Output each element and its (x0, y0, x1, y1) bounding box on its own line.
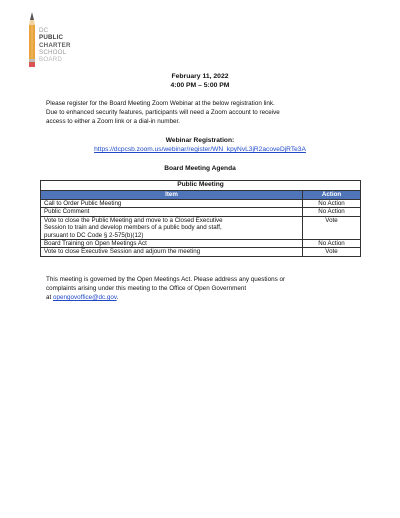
intro-line: Please register for the Board Meeting Zoom Webinar at the below registration link. (46, 100, 275, 107)
table-row (41, 240, 361, 248)
logo-wordmark (39, 27, 95, 63)
agenda-item-text: Public Comment (44, 208, 90, 216)
dc-public-charter-school-board-logo (25, 12, 95, 72)
table-row (41, 208, 361, 216)
intro-line: Due to enhanced security features, participants will need a Zoom account to receive (46, 109, 280, 116)
table-row (41, 216, 361, 239)
agenda-item-text: Board Training on Open Meetings Act (44, 240, 147, 248)
logo-line-board: BOARD (39, 56, 63, 64)
column-header-action: Action (303, 191, 361, 200)
registration-instructions (46, 99, 366, 126)
agenda-item (41, 240, 303, 248)
closing-suffix: . (116, 294, 119, 301)
agenda-item (41, 208, 303, 216)
agenda-item-text: pursuant to DC Code § 2-575(b)(12) (44, 231, 144, 239)
intro-line: access to either a Zoom link or a dial-in number. (46, 118, 181, 125)
closing-line: This meeting is governed by the Open Meetings Act. Please address any questions or (46, 276, 286, 283)
webinar-registration-link[interactable]: https://dcpcsb.zoom.us/webinar/register/WN_kpyNvL3jR2acoveDjRTe3A (94, 146, 306, 153)
closing-prefix: at (46, 294, 54, 301)
closing-line: complaints arising under this meeting to the Office of Open Government (46, 285, 247, 292)
agenda-action: Vote (303, 248, 361, 256)
logo-line-charter: CHARTER (39, 41, 71, 49)
agenda-item-text: Vote to close Executive Session and adjourn the meeting (44, 248, 201, 256)
table-row (41, 248, 361, 256)
closing-line (46, 293, 366, 302)
agenda-item-text: Call to Order Public Meeting (44, 200, 122, 207)
agenda-table (40, 180, 361, 257)
table-row (41, 200, 361, 208)
agenda-item (41, 216, 303, 239)
agenda-action: Vote (303, 216, 361, 239)
webinar-registration-heading: Webinar Registration: (165, 137, 235, 144)
logo-line-dc: DC (39, 27, 49, 34)
agenda-action: No Action (303, 208, 361, 216)
logo-line-public: PUBLIC (39, 34, 64, 42)
agenda-heading: Board Meeting Agenda (164, 165, 236, 172)
column-header-item: Item (41, 191, 303, 200)
agenda-item-text: Session to train and develop members of a public body and staff, (44, 224, 222, 232)
open-meetings-notice (46, 275, 366, 302)
table-header-row (41, 191, 361, 200)
open-government-email-link[interactable]: opengovoffice@dc.gov (53, 294, 117, 301)
pencil-icon (25, 12, 39, 72)
agenda-item (41, 200, 303, 208)
meeting-time: 4:00 PM – 5:00 PM (170, 82, 230, 89)
agenda-item-text: Vote to close the Public Meeting and move to a Closed Executive (44, 216, 223, 224)
agenda-action: No Action (303, 240, 361, 248)
agenda-action: No Action (303, 200, 361, 208)
meeting-date: February 11, 2022 (171, 73, 229, 80)
agenda-item (41, 248, 303, 256)
table-caption: Public Meeting (41, 181, 361, 191)
logo-line-school: SCHOOL (39, 48, 67, 56)
